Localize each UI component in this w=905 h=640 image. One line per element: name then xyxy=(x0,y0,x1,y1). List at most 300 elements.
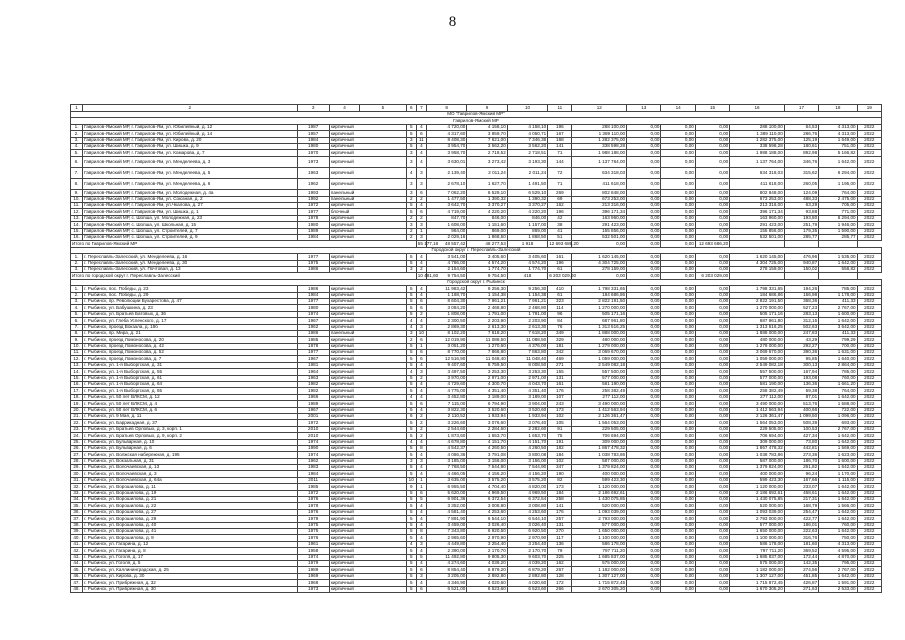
cell-c: 3 156,00 xyxy=(507,458,547,464)
cell-i: 2 793 000,00 xyxy=(730,516,785,522)
cell-d: 75 xyxy=(548,433,572,439)
cell-fl: 3 xyxy=(406,190,416,196)
cell-g: 0,00 xyxy=(661,382,695,388)
cell-b: 846,00 xyxy=(467,215,507,221)
cell-y: 2022 xyxy=(857,143,881,149)
cell-y: 2022 xyxy=(857,260,881,266)
cell-y: 2022 xyxy=(857,484,881,490)
cell-i: 155 856,00 xyxy=(730,228,785,234)
cell-y: 2022 xyxy=(857,529,881,535)
cell-f: 0,00 xyxy=(627,350,661,356)
cell-j: 59,38 xyxy=(784,388,818,394)
cell-k: 4 870,00 xyxy=(819,554,857,560)
cell-h: 0,00 xyxy=(695,426,729,432)
cell-g: 0,00 xyxy=(661,560,695,566)
cell-d: 161 xyxy=(548,254,572,260)
cell-c: 3 800,08 xyxy=(507,452,547,458)
cell-k: 722,00 xyxy=(819,407,857,413)
cell-e: 687 961,80 xyxy=(572,318,627,324)
cell-a: 2 965,60 xyxy=(426,535,466,541)
cell-n: 1. xyxy=(71,124,83,130)
cell-d: 136 xyxy=(548,541,572,547)
cell-wall: кирпичный xyxy=(329,362,406,368)
cell-n: 9. xyxy=(71,190,83,196)
cell-fl: 5 xyxy=(406,305,416,311)
cell-i: 1 430 075,85 xyxy=(730,497,785,503)
cell-h: 0,00 xyxy=(695,465,729,471)
cell-addr: г. Рыбинск, пр. Мира, д. 21 xyxy=(83,330,297,336)
cell-fl: 5 xyxy=(406,382,416,388)
cell-addr: г. Рыбинск, ул. 1-я Выборгская, д. 55 xyxy=(83,369,297,375)
cell-g: 0,00 xyxy=(661,156,695,167)
cell-wall: кирпичный xyxy=(329,401,406,407)
cell-y: 2022 xyxy=(857,228,881,234)
cell-addr: г. Рыбинск, проезд Ломоносова, д. 7 xyxy=(83,356,297,362)
cell-i: 577 000,00 xyxy=(730,522,785,528)
cell-k: 1 642,00 xyxy=(819,465,857,471)
cell-h: 0,00 xyxy=(695,324,729,330)
cell-en: 4 xyxy=(416,471,426,477)
cell-k: 1 600,00 xyxy=(819,311,857,317)
cell-fl: 5 xyxy=(406,503,416,509)
cell-y: 2022 xyxy=(857,356,881,362)
cell-y: 2022 xyxy=(857,413,881,419)
cell-wall: кирпичный xyxy=(329,324,406,330)
cell-d: 102 xyxy=(548,413,572,419)
cell-e: 3 490 000,00 xyxy=(572,401,627,407)
cell-g: 0,00 xyxy=(661,420,695,426)
cell-fl: 5 xyxy=(406,535,416,541)
cell-k: 1 170,00 xyxy=(819,471,857,477)
cell-y: 2022 xyxy=(857,150,881,156)
cell-year: 1978 xyxy=(297,503,329,509)
cell-d: 161 xyxy=(548,382,572,388)
cell-c: 2 468,80 xyxy=(507,305,547,311)
cell-j: 260,05 xyxy=(784,179,818,190)
cell-year: 1975 xyxy=(297,260,329,266)
cell-g: 0,00 xyxy=(661,407,695,413)
cell-h: 0,00 xyxy=(695,311,729,317)
cell-d: 182 xyxy=(548,445,572,451)
cell-addr: г. Рыбинск, ул. 50 лет ВЛКСМ, д. 4 xyxy=(83,401,297,407)
cell-e: 155 856,00 xyxy=(572,228,627,234)
cell-f: 0,00 xyxy=(627,254,661,260)
cell-h: 0,00 xyxy=(695,445,729,451)
cell-f: 0,00 xyxy=(627,228,661,234)
cell-j: 168,79 xyxy=(784,503,818,509)
cell-d: 76 xyxy=(548,324,572,330)
cell-en: 6 xyxy=(416,350,426,356)
cell-en: 4 xyxy=(416,143,426,149)
cell-i: 1 620 145,00 xyxy=(730,254,785,260)
cell-i: 706 694,00 xyxy=(730,433,785,439)
cell-c: 7 961,21 xyxy=(507,298,547,304)
cell-fl: 5 xyxy=(406,362,416,368)
cell-addr: г. Рыбинск, проезд Ломоносова, д. 52 xyxy=(83,350,297,356)
cell-c: 2 970,90 xyxy=(507,535,547,541)
cell-wall: кирпичный xyxy=(329,286,406,292)
cell-i: 1 313 516,25 xyxy=(730,324,785,330)
cell-h: 0,00 xyxy=(695,254,729,260)
cell-b: 6 920,50 xyxy=(467,529,507,535)
cell-d: 257 xyxy=(548,516,572,522)
cell-e: 797 711,20 xyxy=(572,548,627,554)
cell-j: 274,56 xyxy=(784,567,818,573)
cell-wall: блочный xyxy=(329,209,406,215)
cell-en: 2 xyxy=(416,375,426,381)
cell-f: 0,00 xyxy=(627,535,661,541)
cell-e: 587 000,00 xyxy=(572,458,627,464)
cell-e: 706 694,00 xyxy=(572,433,627,439)
cell-en: 4 xyxy=(416,535,426,541)
cell-wall: кирпичный xyxy=(329,260,406,266)
cell-g: 0,00 xyxy=(661,477,695,483)
cell-e: 291 423,00 xyxy=(572,222,627,228)
cell-en: 3 xyxy=(416,458,426,464)
cell-year: 1963 xyxy=(297,167,329,178)
cell-b: 6 794,90 xyxy=(467,401,507,407)
cell-en: 10 xyxy=(416,330,426,336)
cell-fl: 4 xyxy=(406,394,416,400)
cell-e: 1 379 824,00 xyxy=(572,465,627,471)
cell-wall: кирпичный xyxy=(329,548,406,554)
cell-i: 291 423,00 xyxy=(730,222,785,228)
cell-f: 0,00 xyxy=(627,522,661,528)
cell-fl: 4 xyxy=(406,439,416,445)
cell-wall: кирпичный xyxy=(329,369,406,375)
cell-a: 2 154,60 xyxy=(426,266,466,272)
cell-g: 0,00 xyxy=(661,330,695,336)
cell-g: 0,00 xyxy=(661,580,695,586)
cell-fl: 6 xyxy=(406,413,416,419)
cell-k: 1 642,00 xyxy=(819,516,857,522)
cell-year: 1993 xyxy=(297,190,329,196)
cell-i: 163 960,00 xyxy=(730,215,785,221)
cell-h: 0,00 xyxy=(695,586,729,592)
cell-b: 4 158,10 xyxy=(467,124,507,130)
cell-year: 1974 xyxy=(297,554,329,560)
cell-addr: г. Рыбинск, ул. 1-я Выборгская, д. 64 xyxy=(83,382,297,388)
cell-b: 2 613,30 xyxy=(467,324,507,330)
cell-i: 338 598,28 xyxy=(730,143,785,149)
cell-y: 2022 xyxy=(857,215,881,221)
cell-a: 8 604,30 xyxy=(426,298,466,304)
cell-k: 1 642,00 xyxy=(819,509,857,515)
cell-i: 1 564 053,00 xyxy=(730,420,785,426)
cell-en: 4 xyxy=(416,156,426,167)
cell-addr: Гаврилов-Ямский МР, г. Гаврилов-Ям, ул. Юбилейный, д. 14 xyxy=(83,131,297,137)
cell-g: 0,00 xyxy=(661,222,695,228)
cell-j: 63,29 xyxy=(784,203,818,209)
cell-n: 10. xyxy=(71,196,83,202)
cell-k: 1 642,00 xyxy=(819,318,857,324)
cell-y: 2022 xyxy=(857,586,881,592)
cell-f: 0,00 xyxy=(627,548,661,554)
cell-b: 2 011,24 xyxy=(467,167,507,178)
cell-y: 2022 xyxy=(857,254,881,260)
cell-e: 1 867 478,32 xyxy=(572,445,627,451)
cell-d: 131 xyxy=(548,522,572,528)
cell-g: 0,00 xyxy=(661,324,695,330)
cell-year: 1976 xyxy=(297,497,329,503)
cell-wall: кирпичный xyxy=(329,356,406,362)
cell-c: 7 863,80 xyxy=(507,350,547,356)
cell-wall: кирпичный xyxy=(329,167,406,178)
cell-j: 247,83 xyxy=(784,330,818,336)
cell-en: 4 xyxy=(416,439,426,445)
cell-y: 2022 xyxy=(857,190,881,196)
cell-wall: кирпичный xyxy=(329,560,406,566)
cell-k: 4 595,00 xyxy=(819,548,857,554)
cell-h: 0,00 xyxy=(695,516,729,522)
cell-a: 1 873,60 xyxy=(426,433,466,439)
cell-n: 1. xyxy=(71,286,83,292)
cell-f: 0,00 xyxy=(627,433,661,439)
cell-wall: кирпичный xyxy=(329,516,406,522)
cell-n: 13. xyxy=(71,215,83,221)
cell-n: 41. xyxy=(71,541,83,547)
cell-en: 4 xyxy=(416,318,426,324)
cell-wall: кирпичный xyxy=(329,477,406,483)
cell-c: 2 971,00 xyxy=(507,375,547,381)
cell-h: 0,00 xyxy=(695,167,729,178)
cell-n: 25. xyxy=(71,439,83,445)
cell-c: 3 405,60 xyxy=(507,254,547,260)
cell-fl: 4 xyxy=(406,541,416,547)
cell-i: 229 505,00 xyxy=(730,426,785,432)
cell-f: 0,00 xyxy=(627,167,661,178)
cell-h: 0,00 xyxy=(695,439,729,445)
cell-wall: кирпичный xyxy=(329,350,406,356)
cell-h: 0,00 xyxy=(695,573,729,579)
cell-j: 179,35 xyxy=(784,228,818,234)
cell-i: 1 038 783,86 xyxy=(730,452,785,458)
cell-g: 0,00 xyxy=(661,311,695,317)
cell-j: 167,66 xyxy=(784,477,818,483)
cell-k: 705,00 xyxy=(819,203,857,209)
cell-fl: 5 xyxy=(406,131,416,137)
cell-e: 163 960,00 xyxy=(572,215,627,221)
total-i: 12 693 686,20 xyxy=(695,241,729,247)
cell-g: 0,00 xyxy=(661,228,695,234)
cell-i: 1 100 000,00 xyxy=(730,535,785,541)
cell-j: 186,70 xyxy=(784,458,818,464)
cell-addr: г. Рыбинск, проезд Ломоносова, д. 20 xyxy=(83,337,297,343)
cell-y: 2022 xyxy=(857,137,881,143)
cell-g: 0,00 xyxy=(661,356,695,362)
cell-g: 0,00 xyxy=(661,535,695,541)
cell-b: 8 759,50 xyxy=(467,362,507,368)
cell-a: 3 954,70 xyxy=(426,143,466,149)
cell-f: 0,00 xyxy=(627,413,661,419)
cell-year: 1962 xyxy=(297,458,329,464)
cell-fl: 4 xyxy=(406,324,416,330)
cell-fl: 5 xyxy=(406,573,416,579)
cell-k: 1 566,00 xyxy=(819,503,857,509)
cell-addr: г. Рыбинск, ул. Гоголя, д. 5 xyxy=(83,560,297,566)
cell-en: 2 xyxy=(416,266,426,272)
cell-h: 0,00 xyxy=(695,190,729,196)
cell-addr: г. Рыбинск, ул. Баррикадная, д. 37 xyxy=(83,420,297,426)
cell-c: 1 390,32 xyxy=(507,196,547,202)
cell-g: 0,00 xyxy=(661,266,695,272)
cell-en: 4 xyxy=(416,362,426,368)
cell-e: 2 822 191,50 xyxy=(572,298,627,304)
cell-addr: г. Рыбинск, ул. Бульварная, д. 10 xyxy=(83,439,297,445)
cell-year: 1990 xyxy=(297,445,329,451)
cell-e: 2 793 000,00 xyxy=(572,516,627,522)
cell-fl: 3 xyxy=(406,222,416,228)
cell-en: 3 xyxy=(416,167,426,178)
cell-addr: г. Рыбинск, ул. 1-я Выборгская, д. 65 xyxy=(83,388,297,394)
cell-b: 1 774,70 xyxy=(467,266,507,272)
cell-e: 1 100 000,00 xyxy=(572,535,627,541)
cell-b: 4 574,20 xyxy=(467,260,507,266)
cell-fl: 5 xyxy=(406,260,416,266)
cell-year: 1987 xyxy=(297,124,329,130)
cell-g: 0,00 xyxy=(661,131,695,137)
cell-y: 2022 xyxy=(857,522,881,528)
cell-j: 167,94 xyxy=(784,369,818,375)
cell-n: 2. xyxy=(71,131,83,137)
cell-c: 4 969,50 xyxy=(507,490,547,496)
cell-wall: кирпичный xyxy=(329,311,406,317)
cell-k: 411,33 xyxy=(819,298,857,304)
cell-g: 0,00 xyxy=(661,343,695,349)
cell-k: 5 166,82 xyxy=(819,150,857,156)
cell-fl: 4 xyxy=(406,167,416,178)
cell-y: 2022 xyxy=(857,324,881,330)
cell-j: 186,01 xyxy=(784,522,818,528)
cell-d: 128 xyxy=(548,573,572,579)
cell-d: 176 xyxy=(548,388,572,394)
cell-h: 0,00 xyxy=(695,388,729,394)
cell-addr: г. Рыбинск, проезд Ломоносова, д. 42 xyxy=(83,343,297,349)
cell-k: 1 590,00 xyxy=(819,228,857,234)
cell-c: 7 346,36 xyxy=(507,137,547,143)
cell-f: 0,00 xyxy=(627,318,661,324)
cell-en: 1 xyxy=(416,484,426,490)
cell-fl: 5 xyxy=(406,343,416,349)
column-number-cell: 12 xyxy=(572,105,627,112)
cell-f: 0,00 xyxy=(627,490,661,496)
cell-j: 451,85 xyxy=(784,573,818,579)
cell-e: 213 316,00 xyxy=(572,203,627,209)
cell-b: 1 791,00 xyxy=(467,311,507,317)
cell-wall: кирпичный xyxy=(329,586,406,592)
cell-g: 0,00 xyxy=(661,433,695,439)
cell-a: 3 185,00 xyxy=(426,458,466,464)
cell-n: 20. xyxy=(71,407,83,413)
cell-a: 4 274,60 xyxy=(426,560,466,566)
column-number-cell: 11 xyxy=(548,105,572,112)
cell-g: 0,00 xyxy=(661,124,695,130)
cell-wall: кирпичный xyxy=(329,535,406,541)
cell-d: 342 xyxy=(548,350,572,356)
cell-f: 0,00 xyxy=(627,369,661,375)
cell-a: 2 390,00 xyxy=(426,548,466,554)
cell-g: 0,00 xyxy=(661,567,695,573)
cell-fl: 5 xyxy=(406,286,416,292)
cell-year: 1962 xyxy=(297,324,329,330)
cell-e: 1 715 872,45 xyxy=(572,580,627,586)
cell-h: 0,00 xyxy=(695,375,729,381)
cell-en: 4 xyxy=(416,560,426,566)
cell-a: 3 541,00 xyxy=(426,254,466,260)
cell-k: 4 313,00 xyxy=(819,541,857,547)
cell-y: 2022 xyxy=(857,401,881,407)
cell-e: 634 318,03 xyxy=(572,167,627,178)
cell-en: 6 xyxy=(416,209,426,215)
cell-f: 0,00 xyxy=(627,497,661,503)
cell-n: 35. xyxy=(71,503,83,509)
cell-a: 7 891,90 xyxy=(426,516,466,522)
cell-c: 9 603,70 xyxy=(507,554,547,560)
cell-y: 2022 xyxy=(857,286,881,292)
cell-e: 1 137 764,00 xyxy=(572,156,627,167)
cell-i: 258 382,49 xyxy=(730,388,785,394)
cell-f: 0,00 xyxy=(627,235,661,241)
cell-f: 0,00 xyxy=(627,156,661,167)
cell-e: 1 279 000,00 xyxy=(572,343,627,349)
cell-d: 91 xyxy=(548,426,572,432)
cell-n: 39. xyxy=(71,529,83,535)
cell-g: 0,00 xyxy=(661,445,695,451)
cell-c: 4 253,60 xyxy=(507,509,547,515)
cell-c: 9 256,30 xyxy=(507,286,547,292)
cell-h: 0,00 xyxy=(695,124,729,130)
cell-n: 27. xyxy=(71,452,83,458)
cell-a: 3 452,80 xyxy=(426,394,466,400)
cell-g: 0,00 xyxy=(661,362,695,368)
cell-wall: кирпичный xyxy=(329,407,406,413)
cell-a: 4 086,36 xyxy=(426,452,466,458)
cell-e: 309 000,00 xyxy=(572,439,627,445)
cell-y: 2022 xyxy=(857,477,881,483)
cell-en: 3 xyxy=(416,541,426,547)
cell-c: 4 156,20 xyxy=(507,471,547,477)
cell-a: 2 544,60 xyxy=(426,426,466,432)
cell-c: 3 562,20 xyxy=(507,143,547,149)
cell-h: 0,00 xyxy=(695,350,729,356)
cell-year: 1977 xyxy=(297,350,329,356)
cell-j: 508,39 xyxy=(784,420,818,426)
cell-d: 79 xyxy=(548,548,572,554)
cell-j: 422,77 xyxy=(784,516,818,522)
cell-h: 0,00 xyxy=(695,330,729,336)
cell-c: 2 203,90 xyxy=(507,318,547,324)
cell-h: 0,00 xyxy=(695,407,729,413)
page-number: 8 xyxy=(448,14,457,30)
cell-addr: г. Рыбинск, ул. Братьев Орловых, д. 9, корп. 2 xyxy=(83,433,297,439)
cell-y: 2022 xyxy=(857,382,881,388)
cell-e: 673 253,00 xyxy=(572,196,627,202)
cell-j: 273,36 xyxy=(784,452,818,458)
cell-g: 0,00 xyxy=(661,209,695,215)
cell-n: 1. xyxy=(71,254,83,260)
cell-c: 4 043,70 xyxy=(507,382,547,388)
cell-i: 1 888 000,00 xyxy=(730,330,785,336)
cell-k: 1 600,00 xyxy=(819,458,857,464)
cell-a: 4 729,60 xyxy=(426,382,466,388)
cell-addr: г. Рыбинск, ул. Бульварная, д. 6 xyxy=(83,445,297,451)
cell-fl: 2 xyxy=(406,215,416,221)
cell-c: 1 774,70 xyxy=(507,266,547,272)
cell-d: 61 xyxy=(548,292,572,298)
cell-e: 338 598,28 xyxy=(572,143,627,149)
cell-j: 468,61 xyxy=(784,490,818,496)
cell-en: 4 xyxy=(416,382,426,388)
